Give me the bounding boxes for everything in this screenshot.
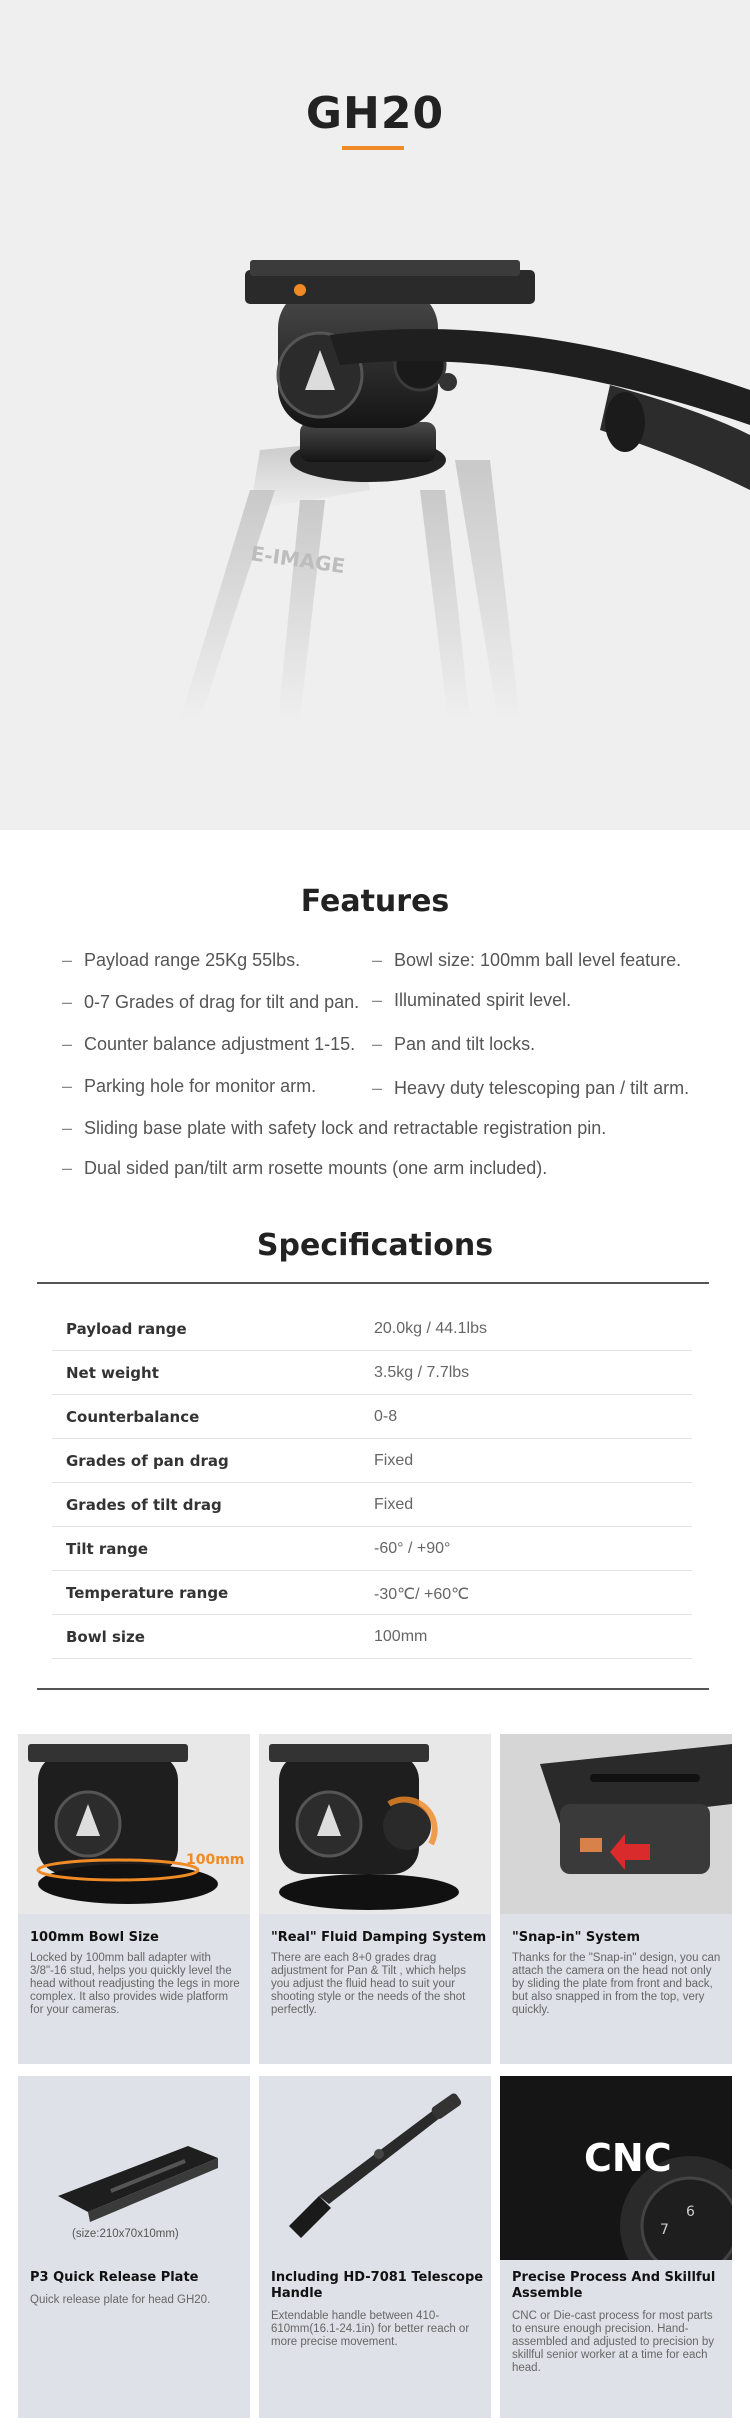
product-title: GH20 [305, 88, 445, 139]
hero-section [0, 0, 750, 830]
card-description: There are each 8+0 grades drag adjustment for Pan & Tilt , which helps you adjust the fluid head to suit your shooting style or the needs of the shot perfectly. [271, 1952, 466, 2016]
card-image [259, 2076, 491, 2260]
spec-row-net-weight [52, 1350, 692, 1395]
spec-value: -60° / +90° [374, 1540, 451, 1557]
features-title: Features [300, 884, 450, 919]
card-image [18, 1734, 250, 1914]
spec-key: Grades of tilt drag [66, 1496, 222, 1514]
feature-item: – 0-7 Grades of drag for tilt and pan. [62, 992, 360, 1012]
spec-row-bowl-size [52, 1614, 692, 1659]
spec-value: 100mm [374, 1628, 428, 1645]
bowl-size-badge: 100mm [186, 1852, 245, 1868]
spec-value: 3.5kg / 7.7lbs [374, 1364, 470, 1381]
spec-row-counterbalance [52, 1394, 692, 1439]
spec-row-pan-drag [52, 1438, 692, 1483]
card-title: "Real" Fluid Damping System [271, 1930, 487, 1945]
spec-bottom-rule [37, 1688, 709, 1690]
card-bowl-size [18, 1734, 250, 2064]
card-description: Thanks for the "Snap-in" design, you can attach the camera on the head not only by sliding the plate from front and back, but also snapped in from the top, very quickly. [512, 1952, 721, 2016]
fluid-head-product-image [0, 160, 750, 760]
spec-value: Fixed [374, 1452, 414, 1469]
card-fluid-damping [259, 1734, 491, 2064]
feature-item: – Counter balance adjustment 1-15. [62, 1034, 356, 1054]
card-title: P3 Quick Release Plate [30, 2270, 199, 2285]
feature-item: – Parking hole for monitor arm. [62, 1076, 317, 1096]
spec-key: Grades of pan drag [66, 1452, 229, 1470]
feature-item: – Bowl size: 100mm ball level feature. [372, 950, 682, 970]
card-precise-process [500, 2076, 732, 2418]
feature-item: – Sliding base plate with safety lock and retractable registration pin. [62, 1118, 607, 1138]
spec-row-temperature [52, 1570, 692, 1615]
feature-item: – Illuminated spirit level. [372, 990, 572, 1010]
spec-value: 0-8 [374, 1408, 398, 1425]
spec-key: Counterbalance [66, 1408, 200, 1426]
card-image [18, 2076, 250, 2260]
spec-key: Net weight [66, 1364, 159, 1382]
card-title: "Snap-in" System [512, 1930, 641, 1945]
card-description: Quick release plate for head GH20. [30, 2294, 211, 2306]
spec-key: Temperature range [66, 1584, 229, 1602]
feature-item: – Pan and tilt locks. [372, 1034, 536, 1054]
feature-item: – Dual sided pan/tilt arm rosette mounts (one arm included). [62, 1158, 548, 1178]
spec-value: 20.0kg / 44.1lbs [374, 1320, 487, 1337]
card-snap-in [500, 1734, 732, 2064]
spec-row-tilt-range [52, 1526, 692, 1571]
card-title: Including HD-7081 Telescope Handle [271, 2270, 484, 2301]
feature-item: – Payload range 25Kg 55lbs. [62, 950, 301, 970]
spec-row-tilt-drag [52, 1482, 692, 1527]
spec-key: Payload range [66, 1320, 187, 1338]
title-underline [342, 146, 404, 150]
card-description: Extendable handle between 410-610mm(16.1-24.1in) for better reach or more precise movement. [271, 2310, 470, 2348]
card-title: Precise Process And Skillful Assemble [512, 2270, 716, 2301]
card-description: CNC or Die-cast process for most parts to ensure enough precision. Hand-assembled and adjusted to precision by skillful senior worker at a time for each head. [512, 2310, 715, 2374]
specifications-title: Specifications [256, 1228, 494, 1263]
card-image [259, 1734, 491, 1914]
spec-value: Fixed [374, 1496, 414, 1513]
card-image [500, 2076, 732, 2260]
svg-text:7: 7 [660, 2222, 669, 2238]
spec-value: -30℃/ +60℃ [374, 1586, 470, 1603]
tripod-legs [180, 440, 520, 720]
card-quick-release-plate [18, 2076, 250, 2418]
card-description: Locked by 100mm ball adapter with 3/8"-16 stud, helps you quickly level the head without readjusting the legs in more complex. It also provides wide platform for your cameras. [30, 1952, 240, 2016]
card-title: 100mm Bowl Size [30, 1930, 159, 1945]
cnc-badge: CNC [584, 2136, 672, 2180]
card-image [500, 1734, 732, 1914]
feature-item: – Heavy duty telescoping pan / tilt arm. [372, 1078, 690, 1098]
leg-brand-text: E-IMAGE [249, 541, 347, 579]
svg-text:6: 6 [686, 2204, 695, 2220]
plate-size-caption: (size:210x70x10mm) [72, 2228, 179, 2240]
spec-key: Bowl size [66, 1628, 145, 1646]
spec-row-payload [52, 1306, 692, 1351]
spec-key: Tilt range [66, 1540, 149, 1558]
card-telescope-handle [259, 2076, 491, 2418]
spec-top-rule [37, 1282, 709, 1284]
